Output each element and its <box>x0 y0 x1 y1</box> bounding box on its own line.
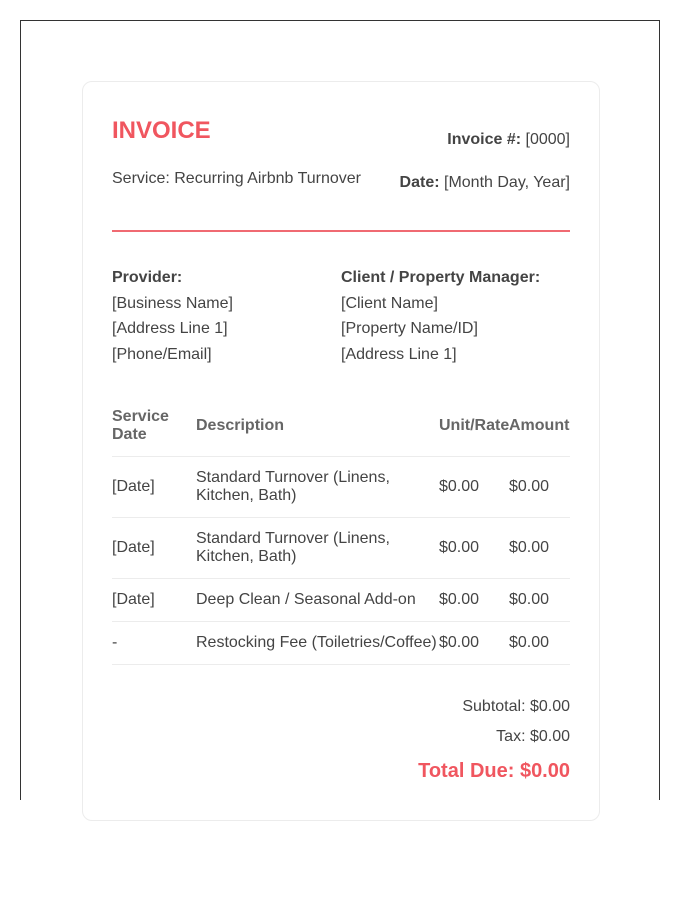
row-unit-rate: $0.00 <box>439 622 509 665</box>
column-header-unit-rate: Unit/Rate <box>439 400 509 457</box>
table-header-row <box>112 400 570 457</box>
provider-address: [Address Line 1] <box>112 320 228 338</box>
column-header-amount: Amount <box>509 400 570 457</box>
client-property: [Property Name/ID] <box>341 320 478 338</box>
client-heading: Client / Property Manager: <box>341 269 541 286</box>
header-divider <box>112 230 570 232</box>
provider-block <box>112 265 332 368</box>
column-header-description: Description <box>196 400 439 457</box>
table-row <box>112 457 570 518</box>
table-row <box>112 622 570 665</box>
row-date: [Date] <box>112 518 196 579</box>
client-address: [Address Line 1] <box>341 346 457 364</box>
column-header-service-date: Service Date <box>112 400 196 457</box>
row-date: - <box>112 622 196 665</box>
row-date: [Date] <box>112 579 196 622</box>
service-line: Service: Recurring Airbnb Turnover <box>112 170 361 187</box>
total-due: Total Due: $0.00 <box>418 760 570 782</box>
row-amount: $0.00 <box>509 579 570 622</box>
row-amount: $0.00 <box>509 518 570 579</box>
invoice-date-value: [Month Day, Year] <box>444 174 570 191</box>
invoice-title: INVOICE <box>112 117 211 144</box>
row-description: Deep Clean / Seasonal Add-on <box>196 579 439 622</box>
row-amount: $0.00 <box>509 622 570 665</box>
table-row <box>112 518 570 579</box>
invoice-date-label: Date: <box>399 174 440 191</box>
row-unit-rate: $0.00 <box>439 518 509 579</box>
client-name: [Client Name] <box>341 294 438 312</box>
subtotal: Subtotal: $0.00 <box>462 698 570 715</box>
row-description: Standard Turnover (Linens, Kitchen, Bath) <box>196 518 439 579</box>
invoice-date <box>400 174 570 192</box>
provider-business-name: [Business Name] <box>112 294 233 312</box>
tax: Tax: $0.00 <box>496 728 570 745</box>
provider-heading: Provider: <box>112 269 183 286</box>
client-block <box>341 265 561 368</box>
line-items-table <box>112 400 570 665</box>
row-date: [Date] <box>112 457 196 518</box>
row-unit-rate: $0.00 <box>439 457 509 518</box>
invoice-number-value: [0000] <box>525 131 570 148</box>
invoice-number-label: Invoice #: <box>447 131 522 148</box>
provider-contact: [Phone/Email] <box>112 346 212 364</box>
row-description: Restocking Fee (Toiletries/Coffee) <box>196 622 439 665</box>
row-description: Standard Turnover (Linens, Kitchen, Bath) <box>196 457 439 518</box>
row-amount: $0.00 <box>509 457 570 518</box>
row-unit-rate: $0.00 <box>439 579 509 622</box>
invoice-number <box>447 131 570 149</box>
table-row <box>112 579 570 622</box>
